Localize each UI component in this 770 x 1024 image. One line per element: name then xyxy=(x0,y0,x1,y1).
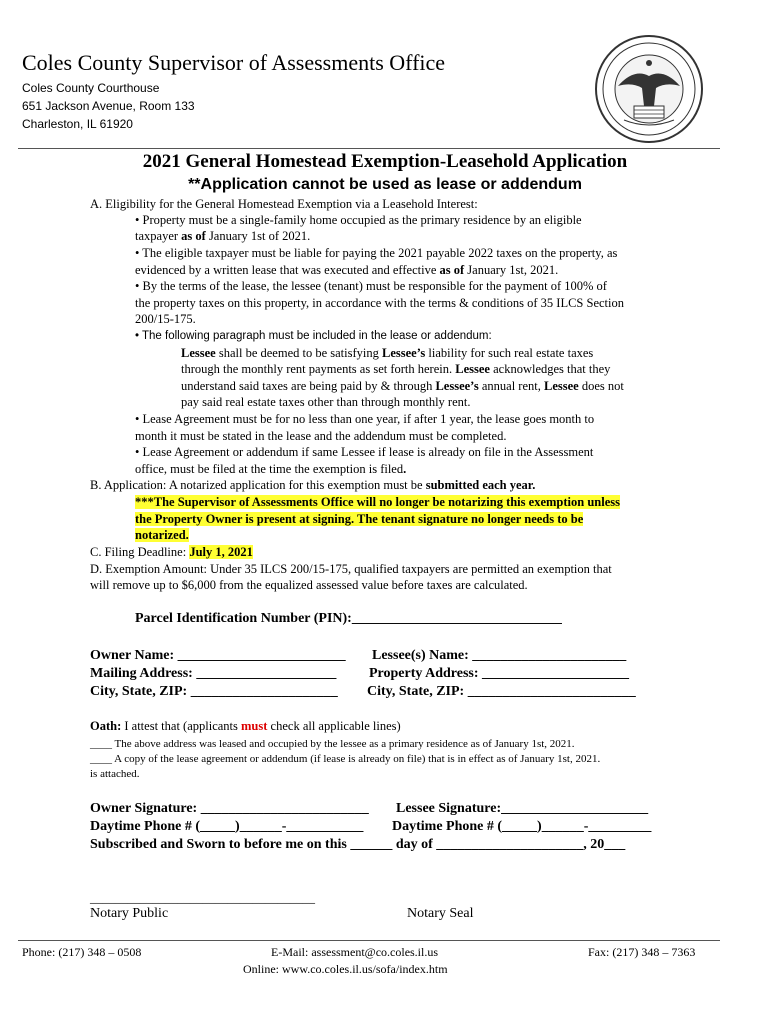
lease-paragraph-line-3: understand said taxes are being paid by & through Lessee’s annual rent, Lessee does not xyxy=(181,379,624,393)
notary-signature-line[interactable]: ____________________________________ xyxy=(90,891,315,905)
lease-paragraph-line-2: through the monthly rent payments as set forth herein. Lessee acknowledges that they xyxy=(181,362,611,376)
bullet-1-line-1: • Property must be a single-family home occupied as the primary residence by an eligible xyxy=(135,213,582,227)
header-divider xyxy=(18,148,720,149)
footer-phone: Phone: (217) 348 – 0508 xyxy=(22,945,142,959)
bullet-2-line-2: evidenced by a written lease that was executed and effective as of January 1st, 2021. xyxy=(135,263,559,277)
bullet-4: • The following paragraph must be included in the lease or addendum: xyxy=(135,330,492,342)
notary-notice-line-2: the Property Owner is present at signing. The tenant signature no longer needs to be xyxy=(135,512,584,526)
lessee-city-state-zip-field[interactable]: City, State, ZIP: ________________________ xyxy=(367,684,636,699)
owner-phone-field[interactable]: Daytime Phone # (_____)______-___________ xyxy=(90,819,364,834)
county-seal-icon xyxy=(594,34,704,144)
notary-seal-label: Notary Seal xyxy=(407,906,474,921)
oath-line-2-cont: is attached. xyxy=(90,768,140,780)
bullet-6-line-1: • Lease Agreement or addendum if same Lessee if lease is already on file in the Assessment xyxy=(135,445,594,459)
section-b: B. Application: A notarized application for this exemption must be submitted each year. xyxy=(90,478,536,492)
owner-name-field[interactable]: Owner Name: ________________________ xyxy=(90,648,346,663)
bullet-3-line-1: • By the terms of the lease, the lessee (tenant) must be responsible for the payment of 100% of xyxy=(135,279,607,293)
lessee-signature-field[interactable]: Lessee Signature:_____________________ xyxy=(396,801,649,816)
owner-signature-field[interactable]: Owner Signature: ________________________ xyxy=(90,801,369,816)
bullet-3-line-2: the property taxes on this property, in accordance with the terms & conditions of 35 ILCS Section xyxy=(135,296,625,310)
footer-divider xyxy=(18,940,720,941)
filing-deadline: July 1, 2021 xyxy=(189,545,253,559)
lessee-name-field[interactable]: Lessee(s) Name: ______________________ xyxy=(372,648,627,663)
section-d-line-2: will remove up to $6,000 from the equalized assessed value before taxes are calculated. xyxy=(90,578,528,592)
oath-line-2[interactable]: ____ A copy of the lease agreement or addendum (if lease is already on file) that is in effect as of January 1st, 2021. xyxy=(90,753,601,765)
sworn-line[interactable]: Subscribed and Sworn to before me on this ______ day of _____________________, 20___ xyxy=(90,837,626,852)
bullet-5-line-2: month it must be stated in the lease and the addendum must be completed. xyxy=(135,429,507,443)
bullet-3-line-3: 200/15-175. xyxy=(135,312,196,326)
pin-field[interactable]: Parcel Identification Number (PIN):______________________________ xyxy=(135,611,562,626)
address-line-2: 651 Jackson Avenue, Room 133 xyxy=(22,99,195,113)
section-d-line-1: D. Exemption Amount: Under 35 ILCS 200/15-175, qualified taxpayers are permitted an exemption that xyxy=(90,562,612,576)
address-line-3: Charleston, IL 61920 xyxy=(22,117,133,131)
office-title: Coles County Supervisor of Assessments Office xyxy=(22,50,446,75)
section-a-heading: A. Eligibility for the General Homestead Exemption via a Leasehold Interest: xyxy=(90,197,478,211)
lessee-phone-field[interactable]: Daytime Phone # (_____)______-_________ xyxy=(392,819,652,834)
owner-city-state-zip-field[interactable]: City, State, ZIP: _____________________ xyxy=(90,684,338,699)
section-c: C. Filing Deadline: July 1, 2021 xyxy=(90,545,253,559)
lease-paragraph-line-1: Lessee shall be deemed to be satisfying Lessee’s liability for such real estate taxes xyxy=(181,346,594,360)
notary-notice-line-3: notarized. xyxy=(135,528,189,542)
oath-line-1[interactable]: ____ The above address was leased and occupied by the lessee as a primary residence as of January 1st, 2021. xyxy=(90,738,575,750)
address-line-1: Coles County Courthouse xyxy=(22,81,160,95)
bullet-2-line-1: • The eligible taxpayer must be liable for paying the 2021 payable 2022 taxes on the property, as xyxy=(135,246,618,260)
mailing-address-field[interactable]: Mailing Address: ____________________ xyxy=(90,666,337,681)
bullet-5-line-1: • Lease Agreement must be for no less than one year, if after 1 year, the lease goes month to xyxy=(135,412,595,426)
bullet-6-line-2: office, must be filed at the time the exemption is filed. xyxy=(135,462,407,476)
notary-public-label: Notary Public xyxy=(90,906,169,921)
document-title: 2021 General Homestead Exemption-Leasehold Application xyxy=(142,151,628,172)
footer-website[interactable]: Online: www.co.coles.il.us/sofa/index.htm xyxy=(243,962,448,976)
document-subtitle: **Application cannot be used as lease or addendum xyxy=(188,176,582,193)
notary-notice-line-1: ***The Supervisor of Assessments Office will no longer be notarizing this exemption unless xyxy=(135,495,620,509)
lease-paragraph-line-4: pay said real estate taxes other than through monthly rent. xyxy=(181,395,471,409)
oath-heading: Oath: I attest that (applicants must check all applicable lines) xyxy=(90,719,401,733)
property-address-field[interactable]: Property Address: _____________________ xyxy=(369,666,630,681)
footer-fax: Fax: (217) 348 – 7363 xyxy=(588,945,696,959)
bullet-1-line-2: taxpayer as of January 1st of 2021. xyxy=(135,229,311,243)
footer-email[interactable]: E-Mail: assessment@co.coles.il.us xyxy=(271,945,439,959)
